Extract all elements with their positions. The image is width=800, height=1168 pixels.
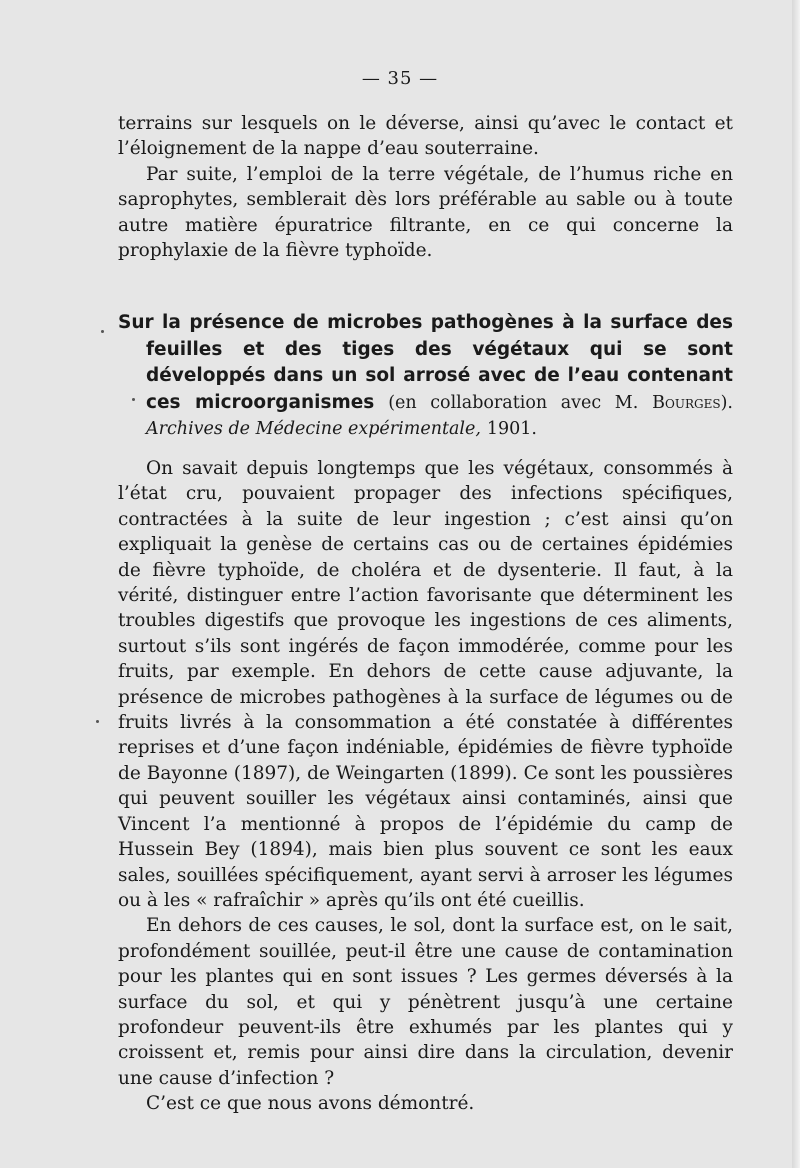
body-text [118,456,733,1117]
section-heading-paragraph [118,310,733,443]
page-edge-shadow [792,0,800,1168]
body-paragraph: C’est ce que nous avons démontré. [146,1093,475,1115]
page-number: — 35 — [361,68,439,89]
journal-name: Archives de Médecine expérimentale, [146,419,481,439]
publication-year: 1901. [486,419,537,439]
body-paragraph: En dehors de ces causes, le sol, dont la surface est, on le sait, profondément souillée, peut-il être une cause de contamination pour les plantes qui en sont issues ? Les germes déversés à la surface du sol, et qui y pénètrent jusqu’à une certaine profondeur peuvent-ils être exhumés par les plantes qui y croissent et, remis pour ainsi dire dans la circulation, devenir une cause d’infection ? [118,915,733,1089]
intro-paragraph-continued: terrains sur lesquels on le déverse, ainsi qu’avec le contact et l’éloignement de la nappe d’eau souterraine. [118,113,733,160]
intro-paragraph: Par suite, l’emploi de la terre végétale, de l’humus riche en saprophytes, semblerait dès lors préférable au sable ou à toute autre matière épuratrice filtrante, en ce qui concerne la prophylaxie de la fièvre typhoïde. [118,163,733,262]
collaboration-suffix: ). [720,392,733,413]
collaboration-prefix: (en collaboration avec M. [388,392,639,413]
body-paragraph: On savait depuis longtemps que les végétaux, consommés à l’état cru, pouvaient propager des infections spécifiques, contractées à la suite de leur ingestion ; c’est ainsi qu’on expliquait la genèse de certains cas ou de certaines épidémies de fièvre typhoïde, de choléra et de dysenterie. Il faut, à la vérité, distinguer entre l’action favorisante que déterminent les troubles digestifs que provoque les ingestions de ces aliments, surtout s’ils sont ingérés de façon immodérée, comme pour les fruits, par exemple. En dehors de cette cause adjuvante, la présence de microbes pathogènes à la surface de légumes ou de fruits livrés à la consommation a été constatée à différentes reprises et d’une façon indéniable, épidémies de fièvre typhoïde de Bayonne (1897), de Weingarten (1899). Ce sont les poussières qui peuvent souiller les végétaux ainsi contaminés, ainsi que Vincent l’a mentionné à propos de l’épidémie du camp de Hussein Bey (1894), mais bien plus souvent ce sont les eaux sales, souillées spécifiquement, ayant servi à arroser les légumes ou à les « rafraîchir » après qu’ils ont été cueillis. [118,458,733,911]
intro-text [118,111,733,263]
margin-speck [101,330,104,333]
collaborator-name: Bourges [652,392,721,413]
margin-speck [96,720,99,723]
section-heading [118,310,733,443]
margin-speck [132,398,135,401]
section-title: Sur la présence de microbes pathogènes à la surface des feuilles et des tiges des végétaux qui se sont développés dans un sol arrosé avec de l’eau contenant ces microorganismes [118,312,733,413]
